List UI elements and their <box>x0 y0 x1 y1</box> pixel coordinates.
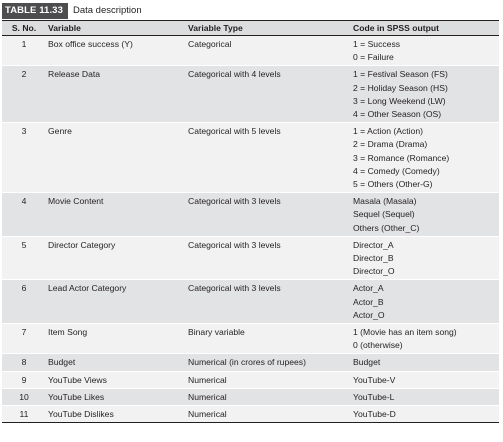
spss-code-line: Budget <box>353 357 381 368</box>
cell-sno: 4 <box>2 193 46 237</box>
spss-code-line: Masala (Masala) <box>353 196 417 207</box>
cell-variable-type: Categorical with 3 levels <box>186 193 351 237</box>
cell-spss-code <box>351 36 499 66</box>
cell-sno: 2 <box>2 66 46 123</box>
spss-code-line: Director_B <box>353 253 394 264</box>
spss-code-line: YouTube-D <box>353 409 396 420</box>
cell-sno: 5 <box>2 236 46 280</box>
cell-variable: YouTube Views <box>46 371 186 388</box>
cell-spss-code <box>351 66 499 123</box>
cell-spss-code <box>351 324 499 354</box>
spss-code-line: 5 = Others (Other-G) <box>353 179 433 190</box>
cell-spss-code <box>351 354 499 371</box>
cell-variable: Release Data <box>46 66 186 123</box>
table-row <box>2 388 499 405</box>
header-variable-type: Variable Type <box>186 21 351 36</box>
table-row <box>2 36 499 66</box>
cell-sno: 3 <box>2 123 46 193</box>
header-spss-code: Code in SPSS output <box>351 21 499 36</box>
spss-code-line: 2 = Drama (Drama) <box>353 139 428 150</box>
table-row <box>2 66 499 123</box>
cell-variable-type: Numerical <box>186 371 351 388</box>
cell-variable: YouTube Dislikes <box>46 406 186 423</box>
cell-sno: 7 <box>2 324 46 354</box>
table-number-label: TABLE 11.33 <box>2 3 68 19</box>
table-row <box>2 371 499 388</box>
spss-code-line: 3 = Long Weekend (LW) <box>353 95 446 106</box>
table-header <box>2 21 499 36</box>
cell-variable: Budget <box>46 354 186 371</box>
cell-variable-type: Numerical (in crores of rupees) <box>186 354 351 371</box>
cell-sno: 6 <box>2 280 46 324</box>
cell-sno: 1 <box>2 36 46 66</box>
table-row <box>2 406 499 423</box>
cell-spss-code <box>351 280 499 324</box>
spss-code-line: 1 = Festival Season (FS) <box>353 69 448 80</box>
spss-code-line: 1 (Movie has an item song) <box>353 327 457 338</box>
cell-variable-type: Categorical <box>186 36 351 66</box>
data-description-table <box>2 20 499 423</box>
cell-variable-type: Categorical with 3 levels <box>186 236 351 280</box>
spss-code-line: Actor_O <box>353 309 385 320</box>
table-row <box>2 236 499 280</box>
spss-code-line: 3 = Romance (Romance) <box>353 152 450 163</box>
table-row <box>2 280 499 324</box>
cell-variable-type: Categorical with 4 levels <box>186 66 351 123</box>
cell-spss-code <box>351 388 499 405</box>
spss-code-line: Others (Other_C) <box>353 222 420 233</box>
spss-code-line: Director_O <box>353 266 395 277</box>
spss-code-line: Actor_A <box>353 283 384 294</box>
cell-variable-type: Numerical <box>186 406 351 423</box>
spss-code-line: 1 = Action (Action) <box>353 126 423 137</box>
cell-variable: Lead Actor Category <box>46 280 186 324</box>
cell-spss-code <box>351 406 499 423</box>
spss-code-line: 4 = Other Season (OS) <box>353 109 442 120</box>
spss-code-line: 4 = Comedy (Comedy) <box>353 165 440 176</box>
spss-code-line: YouTube-V <box>353 374 396 385</box>
spss-code-line: 0 = Failure <box>353 52 394 63</box>
spss-code-line: 1 = Success <box>353 39 401 49</box>
cell-sno: 9 <box>2 371 46 388</box>
cell-spss-code <box>351 371 499 388</box>
spss-code-line: YouTube-L <box>353 391 395 402</box>
cell-spss-code <box>351 236 499 280</box>
spss-code-line: 2 = Holiday Season (HS) <box>353 82 448 93</box>
cell-variable: Item Song <box>46 324 186 354</box>
cell-variable: Genre <box>46 123 186 193</box>
spss-code-line: Director_A <box>353 239 394 250</box>
cell-sno: 10 <box>2 388 46 405</box>
table-row <box>2 193 499 237</box>
spss-code-line: Actor_B <box>353 296 384 307</box>
cell-sno: 11 <box>2 406 46 423</box>
cell-variable-type: Numerical <box>186 388 351 405</box>
table-body <box>2 36 499 423</box>
cell-variable-type: Categorical with 5 levels <box>186 123 351 193</box>
cell-spss-code <box>351 193 499 237</box>
cell-variable: Movie Content <box>46 193 186 237</box>
table-row <box>2 123 499 193</box>
cell-sno: 8 <box>2 354 46 371</box>
spss-code-line: Sequel (Sequel) <box>353 209 415 220</box>
cell-variable: YouTube Likes <box>46 388 186 405</box>
cell-variable: Box office success (Y) <box>46 36 186 66</box>
table-caption <box>2 3 501 19</box>
table-title: Data description <box>72 5 142 16</box>
header-row <box>2 21 499 36</box>
header-sno: S. No. <box>2 21 46 36</box>
header-variable: Variable <box>46 21 186 36</box>
cell-variable: Director Category <box>46 236 186 280</box>
table-row <box>2 354 499 371</box>
spss-code-line: 0 (otherwise) <box>353 340 403 351</box>
cell-variable-type: Binary variable <box>186 324 351 354</box>
cell-spss-code <box>351 123 499 193</box>
table-row <box>2 324 499 354</box>
cell-variable-type: Categorical with 3 levels <box>186 280 351 324</box>
